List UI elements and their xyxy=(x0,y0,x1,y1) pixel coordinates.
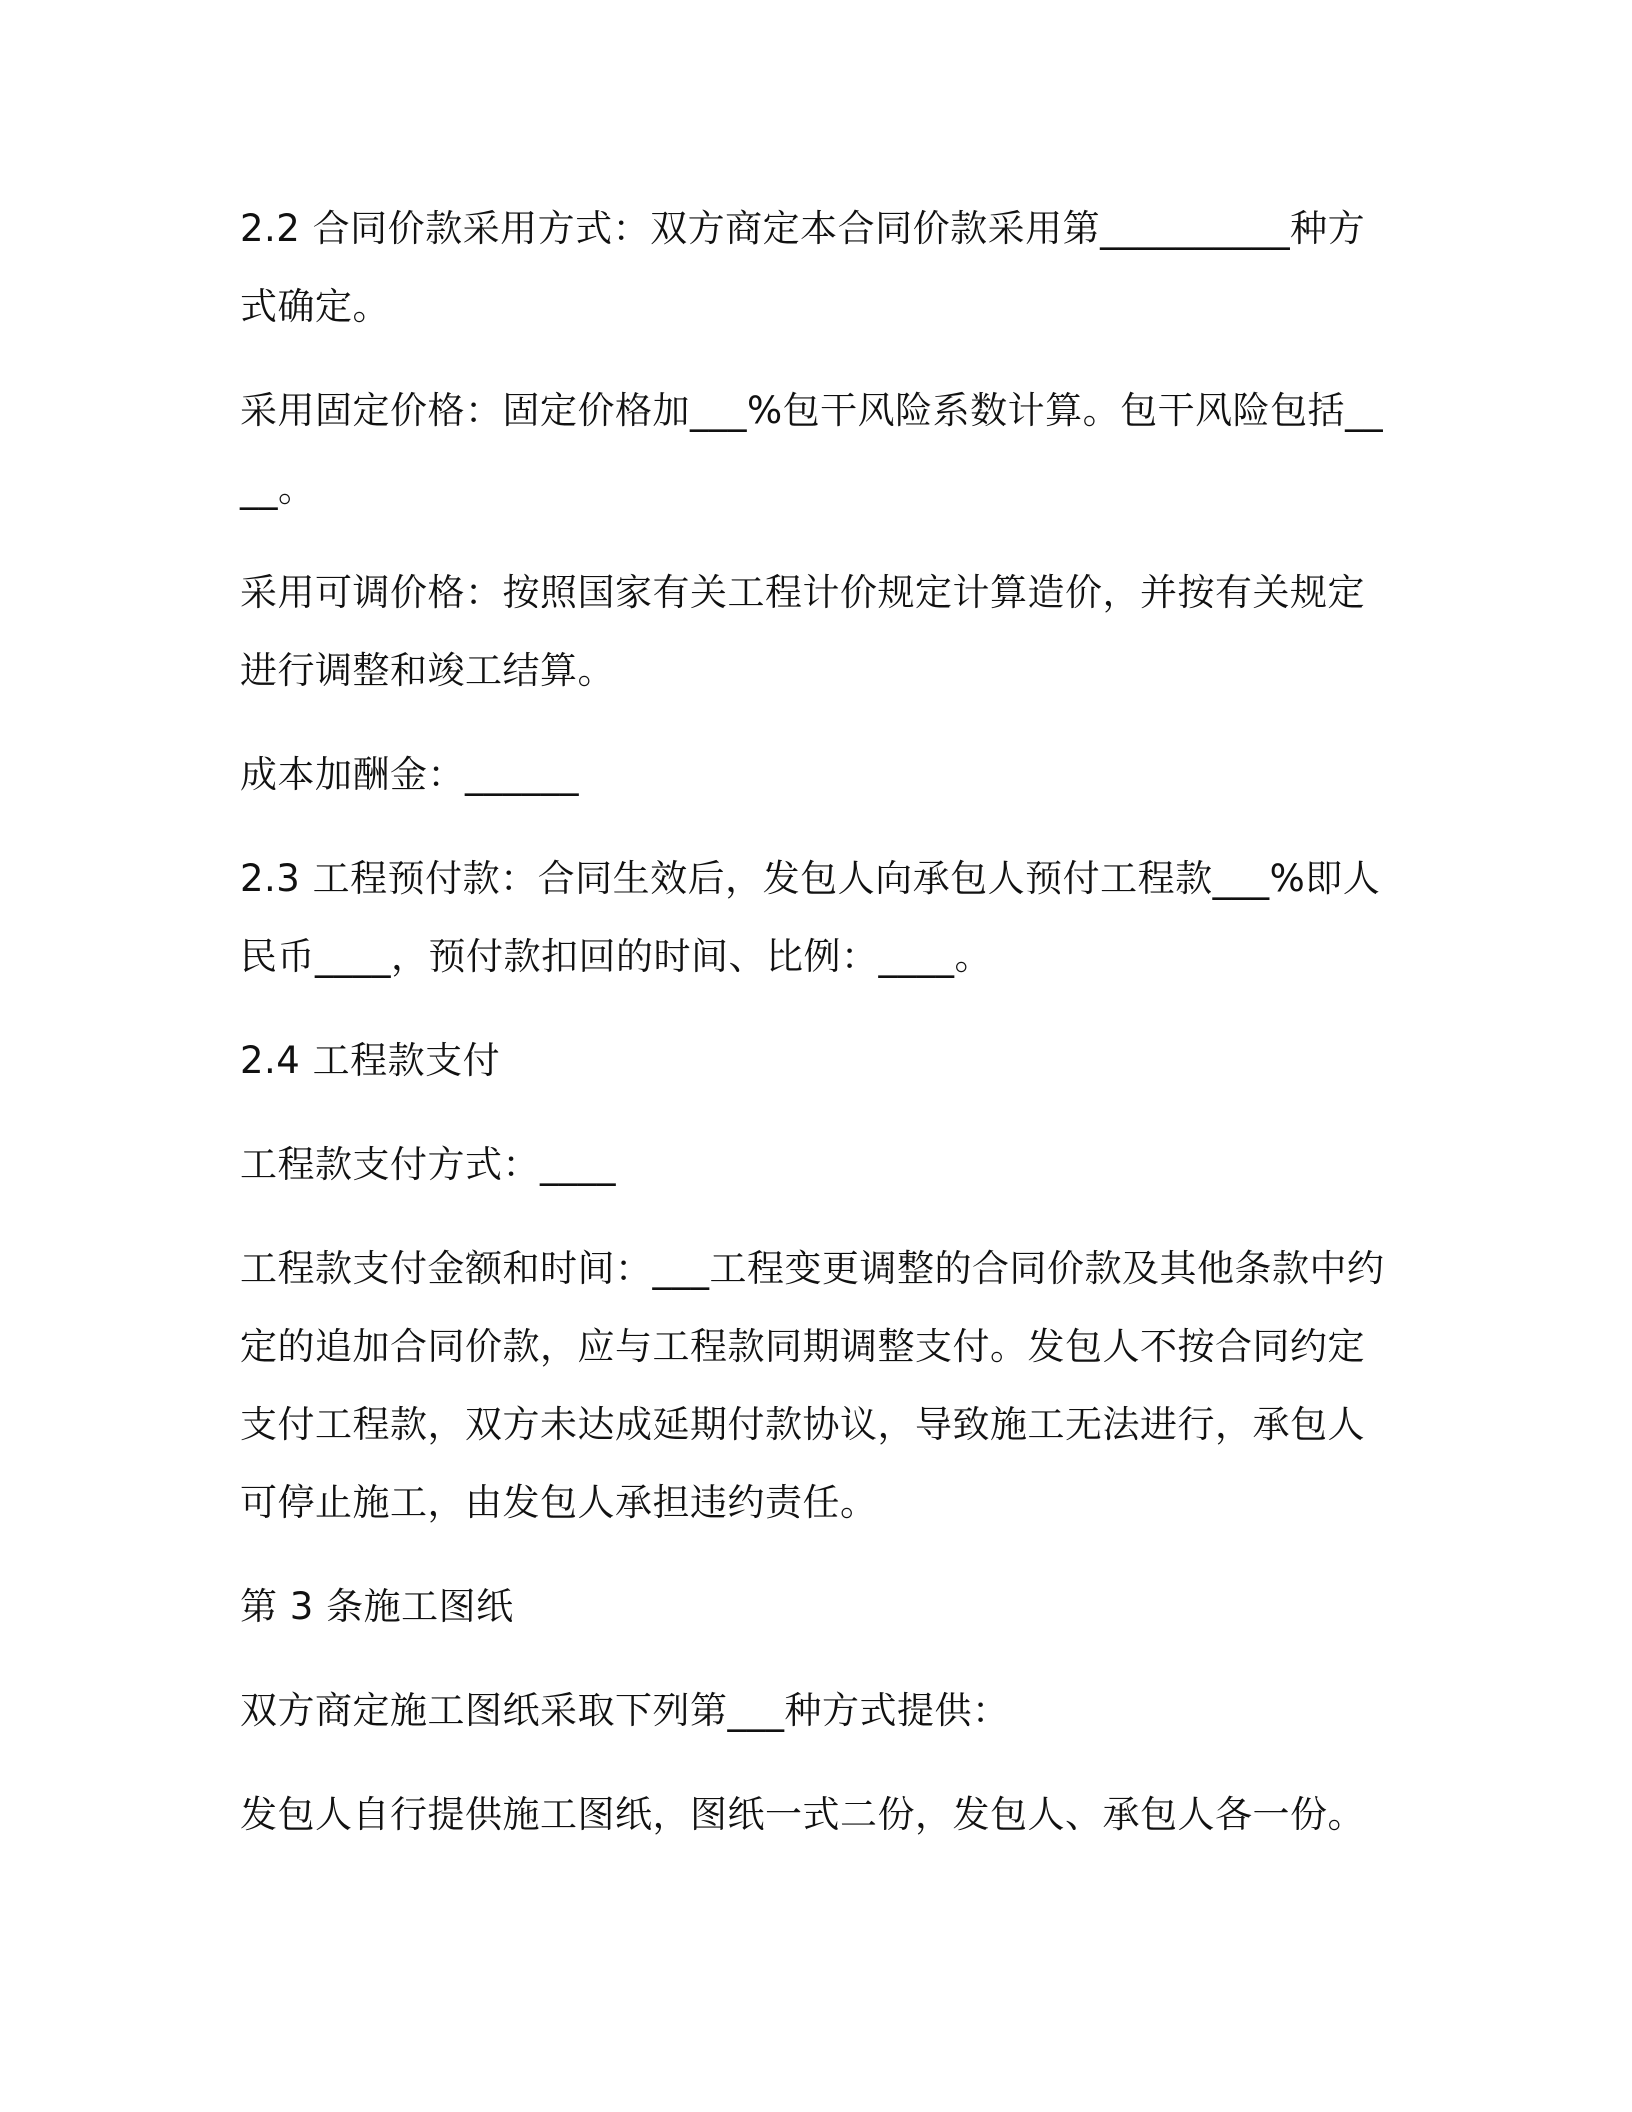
document-body xyxy=(240,190,1400,1880)
clause-2-3-advance-payment: 2.3 工程预付款：合同生效后，发包人向承包人预付工程款___%即人民币____，预付款扣回的时间、比例：____。 xyxy=(240,857,1381,978)
adjustable-price-option: 采用可调价格：按照国家有关工程计价规定计算造价，并按有关规定进行调整和竣工结算。 xyxy=(240,571,1365,692)
owner-provides-drawings: 发包人自行提供施工图纸，图纸一式二份，发包人、承包人各一份。 xyxy=(240,1793,1365,1836)
fixed-price-option: 采用固定价格：固定价格加___%包干风险系数计算。包干风险包括____。 xyxy=(240,389,1384,510)
clause-2-4-heading: 2.4 工程款支付 xyxy=(240,1039,501,1082)
article-3-heading: 第 3 条施工图纸 xyxy=(240,1585,514,1628)
clause-2-2-payment-method: 2.2 合同价款采用方式：双方商定本合同价款采用第__________种方式确定。 xyxy=(240,207,1366,328)
cost-plus-option: 成本加酬金：______ xyxy=(240,753,579,796)
payment-amount-time: 工程款支付金额和时间：___工程变更调整的合同价款及其他条款中约定的追加合同价款，应与工程款同期调整支付。发包人不按合同约定支付工程款，双方未达成延期付款协议，导致施工无法进行，承包人可停止施工，由发包人承担违约责任。 xyxy=(240,1247,1385,1524)
drawing-provision-method: 双方商定施工图纸采取下列第___种方式提供： xyxy=(240,1689,1010,1732)
payment-method-line: 工程款支付方式：____ xyxy=(240,1143,616,1186)
